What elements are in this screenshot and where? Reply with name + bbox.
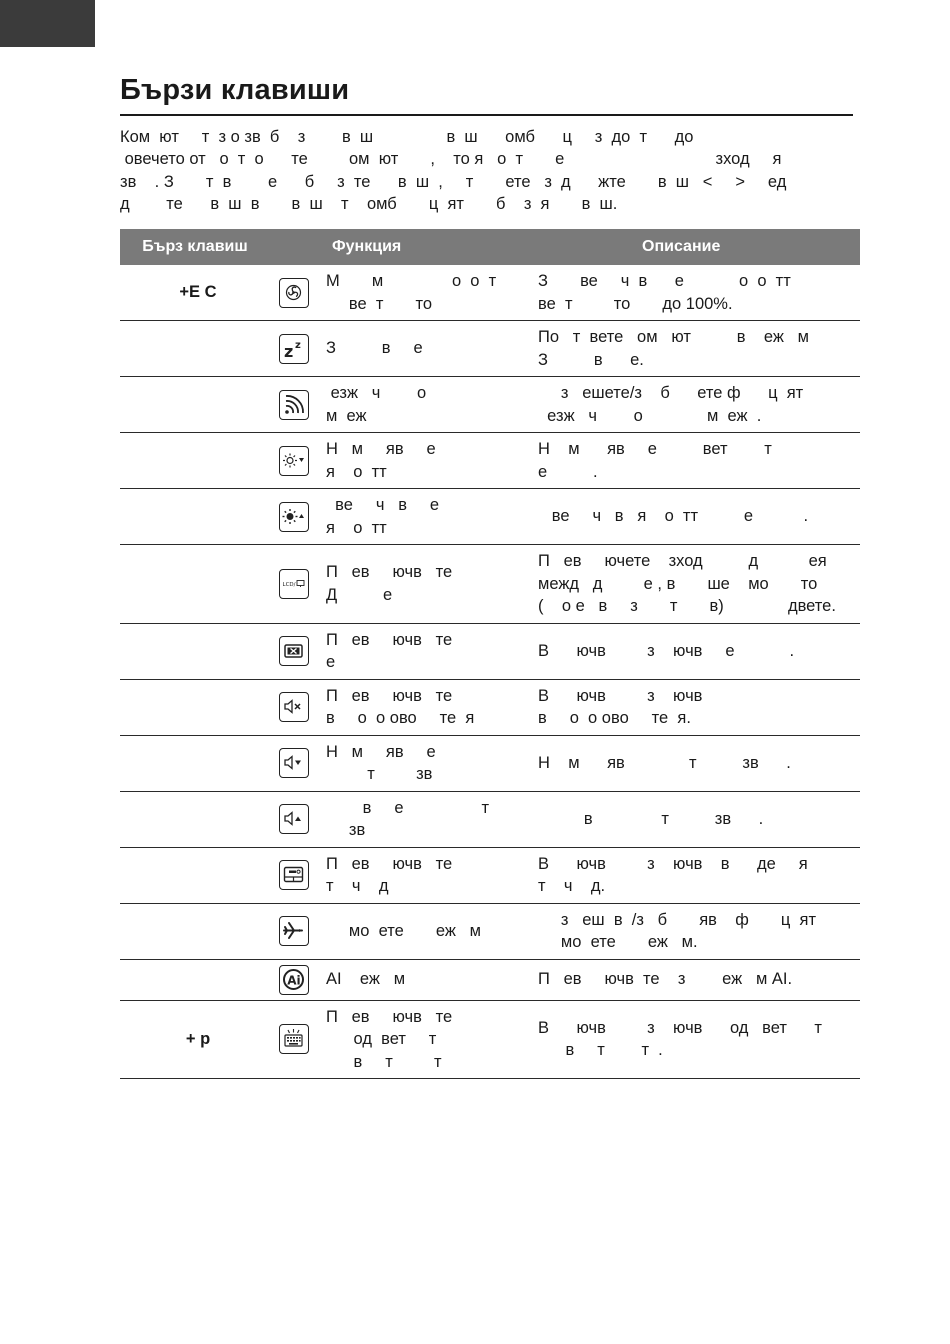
svg-text:Ai: Ai [287, 972, 301, 987]
function-text: в т т [326, 1052, 442, 1071]
brightness-down-icon [279, 446, 309, 476]
description-text: В ючв з ючв в де я [538, 854, 808, 873]
description-cell [530, 545, 860, 624]
function-cell [318, 433, 530, 489]
function-text: Н м яв е [326, 440, 436, 458]
function-text: П ев ючв те [326, 854, 453, 873]
description-text: П ев ючв те з еж м AI. [538, 970, 793, 989]
description-text: мо ете еж м. [538, 933, 698, 951]
mute-icon [279, 692, 309, 722]
chapter-tab [0, 0, 95, 47]
intro-line: Ком ют т з о зв б з в ш в ш омб ц з до т до [120, 128, 694, 146]
hotkey-label: + p [120, 1000, 270, 1079]
description-text: В ючв з ючв од вет т [538, 1018, 822, 1037]
hotkey-icon-cell [270, 1000, 318, 1079]
table-header-row [120, 229, 860, 265]
lcd-switch-icon [279, 569, 309, 599]
hotkey-icon-cell [270, 959, 318, 1000]
function-text: я о тт [326, 462, 387, 481]
table-row [120, 321, 860, 377]
hotkey-icon-cell [270, 545, 318, 624]
description-text: ве ч в я о тт е . [538, 507, 809, 526]
page-title: Бързи клавиши [120, 74, 350, 106]
hotkey-label [120, 377, 270, 433]
header-function: Функция [270, 229, 530, 265]
function-cell [318, 791, 530, 847]
description-text: ( о е в з т в) двете. [538, 597, 836, 615]
hotkey-icon-cell [270, 791, 318, 847]
description-cell [530, 791, 860, 847]
hotkey-icon-cell [270, 433, 318, 489]
hotkey-icon-cell [270, 265, 318, 321]
hotkeys-table [120, 229, 860, 1079]
description-text: з еш в /з б яв ф ц ят [538, 910, 817, 929]
hotkey-label [120, 545, 270, 624]
function-text: в о о ово те я [326, 709, 475, 727]
table-row [120, 791, 860, 847]
volume-up-icon [279, 804, 309, 834]
function-text: я о тт [326, 518, 387, 537]
function-text: П ев ючв те [326, 1007, 453, 1026]
table-row [120, 489, 860, 545]
description-cell [530, 1000, 860, 1079]
table-body [120, 265, 860, 1079]
description-text: в т зв . [538, 809, 764, 828]
hotkey-label [120, 623, 270, 679]
svg-text:LCD/: LCD/ [282, 581, 296, 588]
hotkey-label [120, 735, 270, 791]
hotkey-label: +E C [120, 265, 270, 321]
description-text: ве т то до 100%. [538, 294, 733, 313]
description-text: По т вете ом ют в еж м [538, 328, 809, 346]
function-text: М м о о т [326, 272, 497, 290]
function-cell [318, 903, 530, 959]
function-cell [318, 679, 530, 735]
description-text: в т т . [538, 1041, 663, 1060]
function-cell [318, 623, 530, 679]
hotkey-label [120, 433, 270, 489]
table-row [120, 959, 860, 1000]
wireless-icon [279, 390, 309, 420]
ai-icon [279, 965, 309, 995]
hotkey-label [120, 903, 270, 959]
table-row [120, 735, 860, 791]
function-text: мо ете еж м [326, 921, 482, 940]
function-cell [318, 265, 530, 321]
table-row [120, 679, 860, 735]
table-row [120, 545, 860, 624]
table-row [120, 265, 860, 321]
intro-line: овечето от о т о те ом ют , то я о т е зход я [120, 150, 782, 169]
function-text: Н м яв е [326, 742, 436, 761]
table-row [120, 847, 860, 903]
table-row [120, 377, 860, 433]
description-cell [530, 735, 860, 791]
hotkey-icon-cell [270, 735, 318, 791]
description-cell [530, 623, 860, 679]
function-cell [318, 959, 530, 1000]
function-text: езж ч о [326, 384, 427, 402]
description-text: т ч д. [538, 877, 606, 895]
description-text: П ев ючете зход д ея [538, 552, 827, 570]
function-text: м еж [326, 406, 367, 425]
hotkey-icon-cell [270, 623, 318, 679]
svg-text:z: z [295, 339, 301, 351]
hotkey-label [120, 679, 270, 735]
function-text: зв [326, 821, 366, 839]
description-text: межд д е , в ше мо то [538, 574, 818, 593]
function-text: т зв [326, 765, 433, 783]
table-row [120, 1000, 860, 1079]
touchpad-icon [279, 860, 309, 890]
hotkey-icon-cell [270, 847, 318, 903]
hotkey-label [120, 959, 270, 1000]
header-description: Описание [530, 229, 860, 265]
description-text: в о о ово те я. [538, 709, 691, 727]
airplane-icon [279, 916, 309, 946]
intro-line: зв . З т в е б з те в ш , т ете з д жте в ш < > ед [120, 172, 787, 191]
description-text: е . [538, 462, 598, 481]
function-text: З в е [326, 339, 423, 358]
display-off-icon [279, 636, 309, 666]
description-cell [530, 847, 860, 903]
fan-icon [279, 278, 309, 308]
sleep-icon [279, 334, 309, 364]
hotkey-icon-cell [270, 489, 318, 545]
hotkey-label [120, 321, 270, 377]
table-row [120, 623, 860, 679]
description-cell [530, 433, 860, 489]
volume-down-icon [279, 748, 309, 778]
description-cell [530, 321, 860, 377]
hotkey-icon-cell [270, 321, 318, 377]
function-text: од вет т [326, 1030, 437, 1048]
function-text: ве т то [326, 294, 433, 313]
intro-paragraph [120, 126, 840, 215]
description-text: Н м яв е вет т [538, 440, 772, 458]
hotkey-label [120, 847, 270, 903]
description-cell [530, 265, 860, 321]
description-text: З в е. [538, 350, 644, 369]
svg-text:z: z [284, 341, 294, 361]
header-hotkey: Бърз клавиш [120, 229, 270, 265]
function-text: т ч д [326, 877, 389, 895]
table-row [120, 903, 860, 959]
description-cell [530, 377, 860, 433]
description-text: з ешете/з б ете ф ц ят [538, 384, 804, 402]
title-rule [120, 114, 853, 116]
function-text: П ев ючв те [326, 563, 453, 582]
description-text: езж ч о м еж . [538, 406, 762, 425]
function-cell [318, 847, 530, 903]
brightness-up-icon [279, 502, 309, 532]
description-cell [530, 903, 860, 959]
function-text: в е т [326, 798, 490, 817]
keyboard-light-icon [279, 1024, 309, 1054]
table-row [120, 433, 860, 489]
function-cell [318, 489, 530, 545]
hotkey-icon-cell [270, 377, 318, 433]
function-cell [318, 321, 530, 377]
description-cell [530, 489, 860, 545]
function-text: Д е [326, 585, 393, 604]
function-cell [318, 1000, 530, 1079]
description-text: З ве ч в е о о тт [538, 272, 791, 290]
function-text: П ев ючв те [326, 630, 453, 649]
hotkey-icon-cell [270, 679, 318, 735]
function-text: ве ч в е [326, 496, 440, 514]
hotkey-label [120, 791, 270, 847]
function-text: AI еж м [326, 970, 406, 989]
description-cell [530, 959, 860, 1000]
description-cell [530, 679, 860, 735]
function-cell [318, 377, 530, 433]
description-text: В ючв з ючв е . [538, 641, 795, 660]
function-cell [318, 545, 530, 624]
hotkey-label [120, 489, 270, 545]
hotkey-icon-cell [270, 903, 318, 959]
function-text: е [326, 653, 336, 671]
intro-line: д те в ш в в ш т омб ц ят б з я в ш. [120, 194, 618, 213]
description-text: Н м яв т зв . [538, 753, 791, 772]
function-text: П ев ючв те [326, 686, 453, 705]
description-text: В ючв з ючв [538, 686, 703, 705]
function-cell [318, 735, 530, 791]
